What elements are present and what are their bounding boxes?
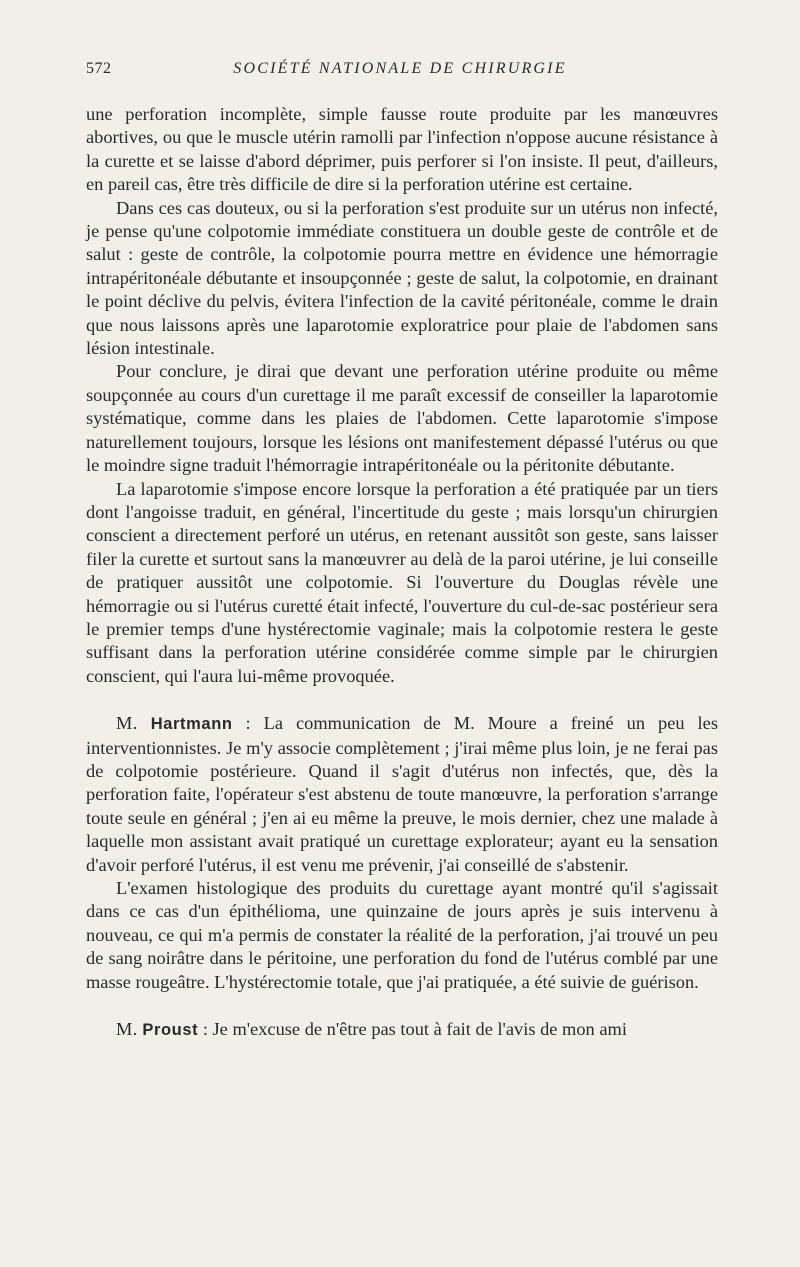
article-body [86, 103, 718, 1042]
paragraph-laparotomie: La laparotomie s'impose encore lorsque la perforation a été pratiquée par un tiers dont l'angoisse traduit, en général, l'incertitude du geste ; mais lorsqu'un chirurgien conscient a directement perforé un utérus, en retenant aussitôt son geste, sans laisser filer la curette et surtout sans la manœuvrer au delà de la paroi utérine, je lui conseille de pratiquer aussitôt une colpotomie. Si l'ouverture du Douglas révèle une hémorragie ou si l'utérus curetté était infecté, l'ouverture du cul-de-sac postérieur sera le premier temps d'une hystérectomie vaginale; mais la colpotomie restera le geste suffisant dans la perforation utérine considérée comme simple par le chirurgien conscient, qui l'aura lui-même provoquée. [86, 478, 718, 686]
paragraph-cas-douteux: Dans ces cas douteux, ou si la perforation s'est produite sur un utérus non infecté, je pense qu'une colpotomie immédiate constituera un double geste de contrôle et de salut : geste de contrôle, la colpotomie pourra mettre en évidence une hémorragie intrapéritonéale débutante et insoupçonnée ; geste de salut, la colpotomie, en drainant le point déclive du pelvis, évitera l'infection de la cavité péritonéale, comme le drain que nous laissons après une laparotomie exploratrice pour plaie de l'abdomen sans lésion intestinale. [86, 197, 718, 359]
hartmann-remarks: : La communication de M. Moure a freiné un peu les interventionnistes. Je m'y associe complètement ; j'irai même plus loin, je ne ferai pas de colpotomie postérieure. Quand il s'agit d'utérus non infectés, que, dès la perforation faite, l'opérateur s'est abstenu de toute manœuvre, la perforation s'arrange toute seule en général ; j'en ai eu même la preuve, le mois dernier, chez une malade à laquelle mon assistant avait pratiqué un curettage explorateur; ayant eu la sensation d'avoir perforé l'utérus, il est venu me prévenir, j'ai conseillé de s'abstenir. [86, 713, 718, 875]
paragraph-conclusion: Pour conclure, je dirai que devant une perforation utérine produite ou même soupçonnée au cours d'un curettage il me paraît excessif de conseiller la laparotomie systématique, comme dans les plaies de l'abdomen. Cette laparotomie s'impose naturellement toujours, lorsque les lésions ont manifestement dépassé l'utérus ou que le moindre signe traduit l'hémorragie intrapéritonéale ou la péritonite débutante. [86, 361, 718, 476]
speaker-name-hartmann: Hartmann [150, 715, 233, 734]
page-number: 572 [86, 60, 112, 77]
paragraph-hartmann [86, 712, 718, 877]
speaker-title: M. [116, 713, 138, 734]
speaker-title: M. [116, 1019, 138, 1040]
paragraph-proust [86, 1018, 718, 1042]
journal-title: SOCIÉTÉ NATIONALE DE CHIRURGIE [233, 60, 567, 77]
speaker-name-proust: Proust [142, 1021, 199, 1040]
running-head [86, 60, 714, 82]
paragraph-examen-histologique: L'examen histologique des produits du curettage ayant montré qu'il s'agissait dans ce cas d'un épithélioma, une quinzaine de jours après je suis intervenu à nouveau, ce qui m'a permis de constater la réalité de la perforation, j'ai trouvé un peu de sang noirâtre dans le péritoine, une perforation du fond de l'utérus comblé par une masse rougeâtre. L'hystérectomie totale, que j'ai pratiquée, a été suivie de guérison. [86, 878, 718, 992]
paragraph-continuation: une perforation incomplète, simple fausse route produite par les manœuvres abortives, ou que le muscle utérin ramolli par l'infection n'oppose aucune résistance à la curette et se laisse d'abord déprimer, puis perforer si l'on insiste. Il peut, d'ailleurs, en pareil cas, être très difficile de dire si la perforation utérine est certaine. [86, 104, 718, 195]
proust-remarks: : Je m'excuse de n'être pas tout à fait de l'avis de mon ami [198, 1019, 627, 1040]
